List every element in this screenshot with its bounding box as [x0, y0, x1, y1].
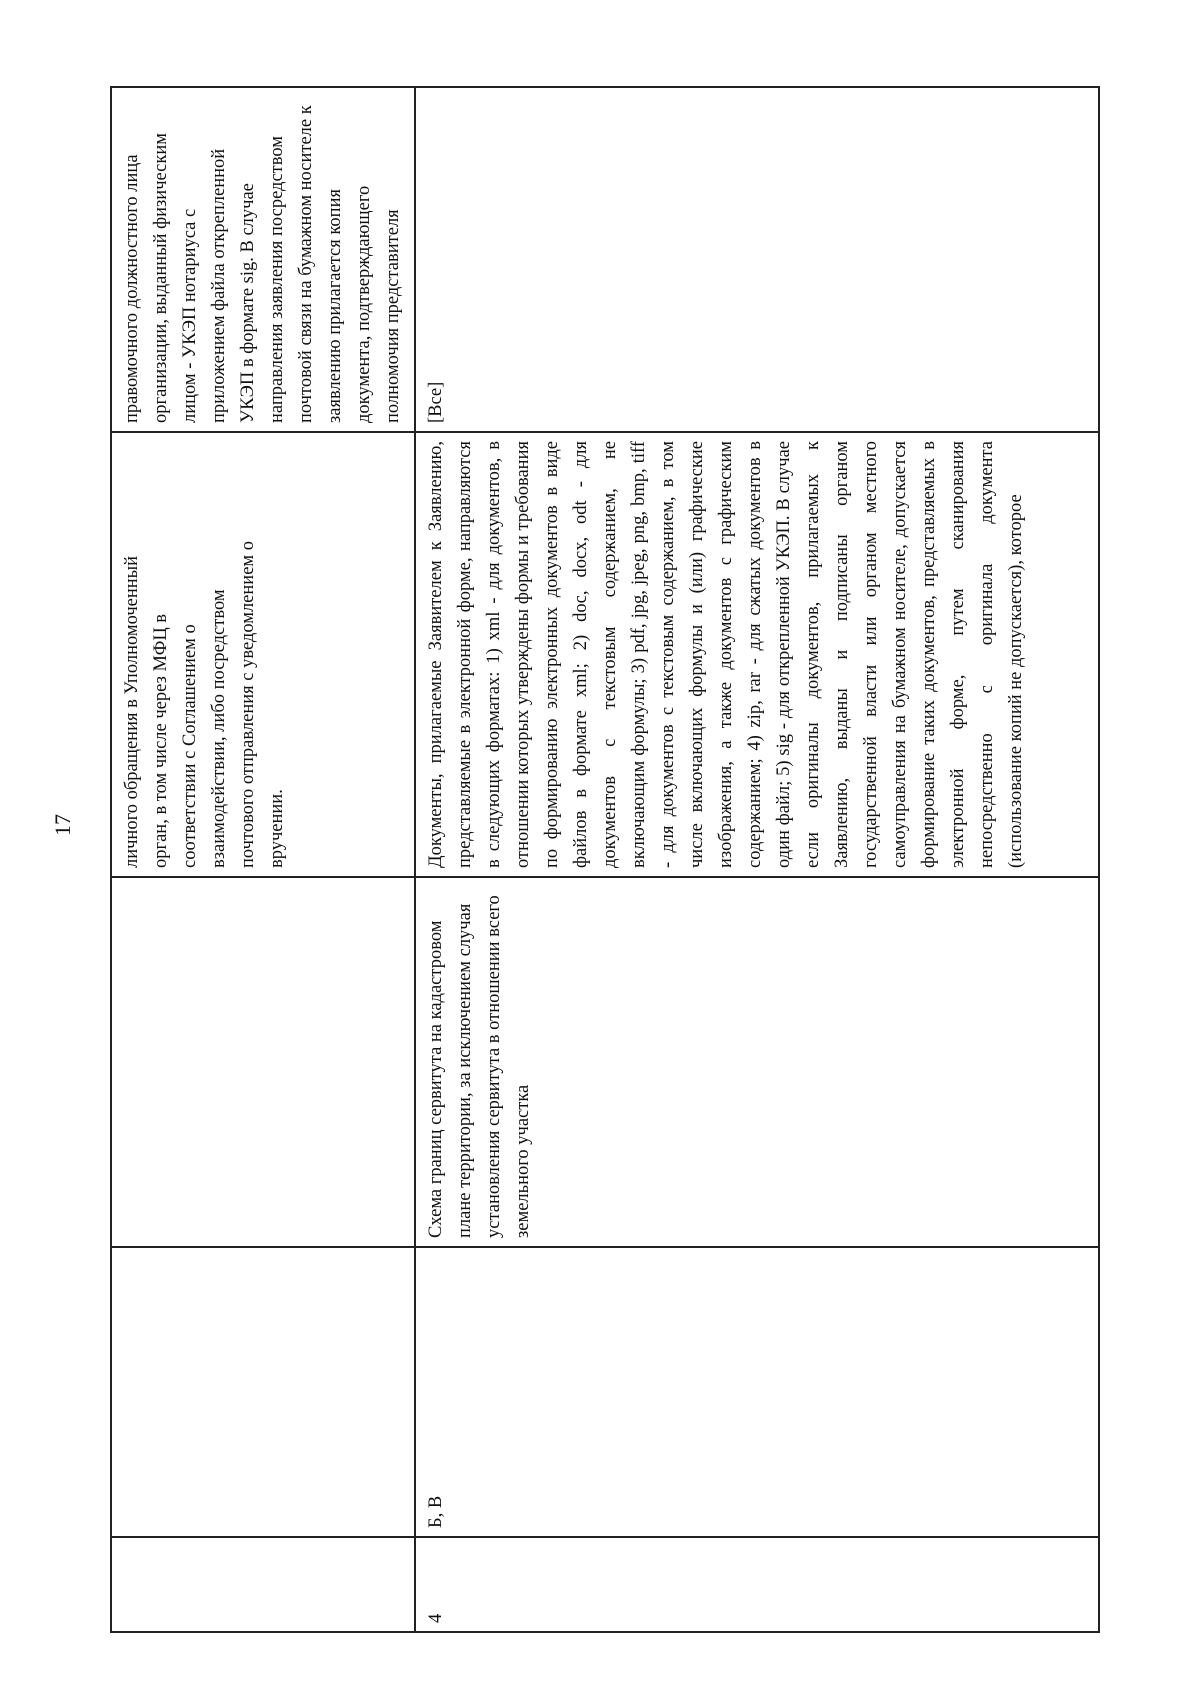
document-requirements-cell: [Все]	[415, 87, 1099, 432]
text-line: вручении.	[267, 789, 287, 868]
text-line: полномочия представителя	[383, 209, 403, 423]
table-row	[415, 87, 1099, 1632]
submission-requirements-cell: Документы, прилагаемые Заявителем к Заявлению, представляемые в электронной форме, направляются в следующих форматах: 1) xml - для документов, в отношении которых утверждены формы и требования по формированию электронных документов в виде файлов в формате xml; 2) doc, docx, odt - для документов с текстовым содержанием, не включающим формулы; 3) pdf, jpg, jpeg, png, bmp, tiff - для документов с текстовым содержанием, в том числе включающих формулы и (или) графические изображения, а также документов с графическим содержанием; 4) zip, rar - для сжатых документов в один файл; 5) sig - для открепленной УКЭП. В случае если оригиналы документов, прилагаемых к Заявлению, выданы и подписаны органом государственной власти или органом местного самоуправления на бумажном носителе, допускается формирование таких документов, представляемых в электронной форме, путем сканирования непосредственно с оригинала документа (использование копий не допускается), которое	[415, 432, 1099, 877]
text-line: направления заявления посредством	[267, 136, 287, 423]
text-line: заявлению прилагается копия	[325, 189, 345, 423]
applicant-category-cell	[111, 1247, 415, 1537]
submission-requirements-cell	[111, 432, 415, 877]
text-line: почтовой связи на бумажном носителе к	[296, 105, 316, 423]
text-line: организации, выданный физическим	[151, 133, 171, 423]
text-line: лицом - УКЭП нотариуса с	[180, 208, 200, 423]
text-line: УКЭП в формате sig. В случае	[238, 183, 258, 423]
applicant-category-cell: Б, В	[415, 1247, 1099, 1537]
text-line: орган, в том числе через МФЦ в	[151, 613, 171, 868]
text-line: личного обращения в Уполномоченный	[122, 556, 142, 868]
text-line: документа, подтверждающего	[354, 185, 374, 423]
page-number: 17	[50, 814, 75, 836]
requirements-table-rotated	[110, 88, 1100, 1633]
document-name-cell: Схема границ сервитута на кадастровом плане территории, за исключением случая установления сервитута в отношении всего земельного участка	[415, 877, 1099, 1247]
table-row	[111, 87, 415, 1632]
text-line: взаимодействии, либо посредством	[209, 589, 229, 868]
row-number-cell: 4	[415, 1537, 1099, 1632]
requirements-table	[110, 86, 1100, 1633]
document-name-cell	[111, 877, 415, 1247]
text-line: соответствии с Соглашением о	[180, 624, 200, 868]
text-line: приложением файла открепленной	[209, 148, 229, 423]
text-line: почтового отправления с уведомлением о	[238, 541, 258, 868]
row-number-cell	[111, 1537, 415, 1632]
text-line: правомочного должностного лица	[122, 154, 142, 423]
document-requirements-cell	[111, 87, 415, 432]
